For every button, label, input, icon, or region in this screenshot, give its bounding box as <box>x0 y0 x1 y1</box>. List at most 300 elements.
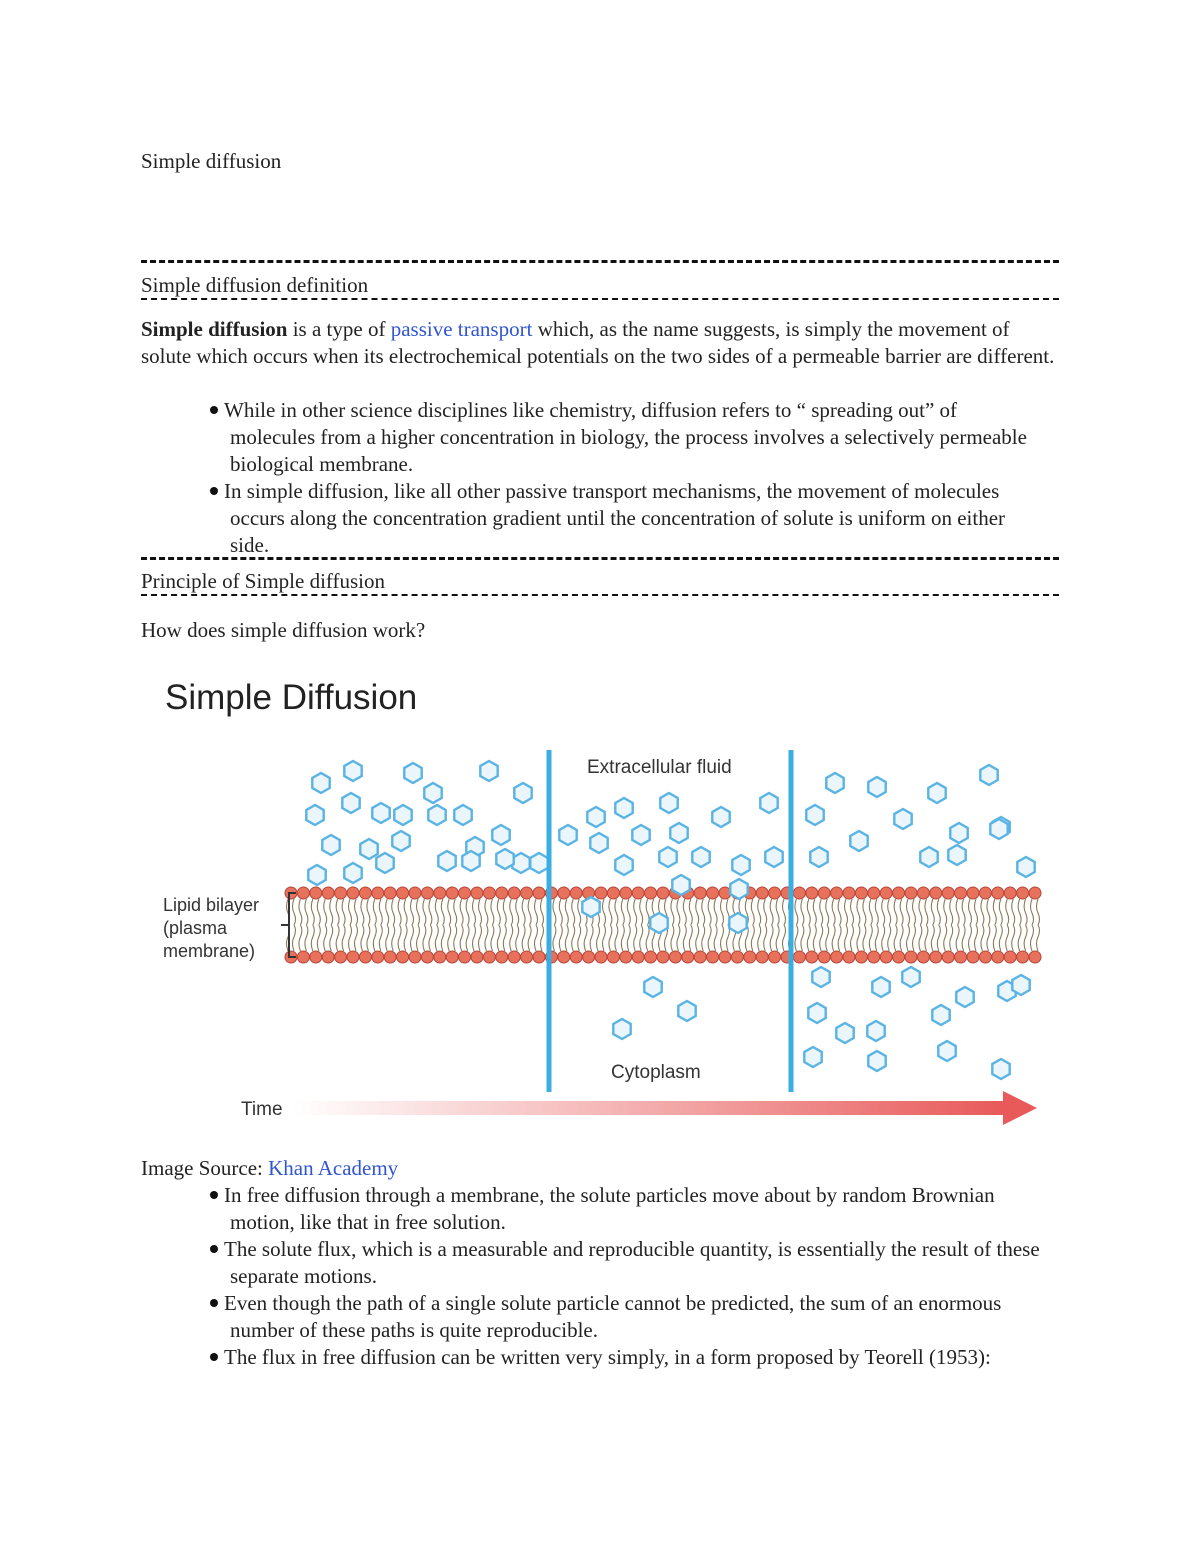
solute-particle <box>312 773 329 793</box>
lipid-tail <box>342 899 345 951</box>
lipid-tail <box>820 899 823 951</box>
solute-particle <box>950 823 967 843</box>
lipid-head <box>1004 951 1016 963</box>
lipid-head <box>868 951 880 963</box>
lipid-tail <box>392 899 395 951</box>
lipid-tail <box>293 899 296 951</box>
lipid-tail <box>683 899 686 951</box>
lipid-tail <box>708 899 711 951</box>
lipid-head <box>372 887 384 899</box>
lipid-head <box>496 951 508 963</box>
lipid-tail <box>900 899 903 951</box>
lipid-head <box>496 887 508 899</box>
lipid-head <box>409 951 421 963</box>
lipid-tail <box>826 899 829 951</box>
solute-particle <box>712 807 729 827</box>
time-arrow-shaft <box>293 1101 1003 1115</box>
lipid-head <box>818 951 830 963</box>
lipid-head <box>955 887 967 899</box>
solute-particle <box>732 855 749 875</box>
lipid-tail <box>770 899 773 951</box>
lipid-head <box>1017 887 1029 899</box>
definition-bullet-list <box>196 397 1046 559</box>
lipid-head <box>855 951 867 963</box>
solute-particle <box>990 819 1007 839</box>
lipid-head <box>719 951 731 963</box>
time-arrow-icon <box>1003 1091 1037 1125</box>
lipid-tail <box>944 899 947 951</box>
lipid-head <box>769 887 781 899</box>
lipid-head <box>793 887 805 899</box>
solute-particle <box>868 777 885 797</box>
lipid-head <box>434 951 446 963</box>
solute-particle <box>938 1041 955 1061</box>
solute-particle <box>342 793 359 813</box>
lipid-head <box>347 887 359 899</box>
lipid-head <box>583 951 595 963</box>
list-item: The solute flux, which is a measurable and reproducible quantity, is essentially the result of these separate motions. <box>196 1236 1056 1290</box>
solute-particle <box>587 807 604 827</box>
principle-bullet-list <box>196 1182 1056 1371</box>
lipid-tail <box>609 899 612 951</box>
lipid-head <box>521 887 533 899</box>
diffusion-diagram <box>141 665 1059 1145</box>
list-item: While in other science disciplines like chemistry, diffusion refers to “ spreading out” of molecules from a higher concentration in biology, the process involves a selectively permeable biological membrane. <box>196 397 1046 478</box>
lipid-head <box>434 887 446 899</box>
lipid-head <box>620 951 632 963</box>
solute-particle <box>454 805 471 825</box>
lipid-head <box>669 951 681 963</box>
image-source <box>141 1155 398 1182</box>
section-divider <box>141 260 1059 263</box>
lipid-tail <box>1012 899 1015 951</box>
solute-particle <box>428 805 445 825</box>
solute-particle <box>765 847 782 867</box>
lipid-head <box>831 951 843 963</box>
solute-particle <box>956 987 973 1007</box>
lipid-head <box>483 887 495 899</box>
solute-particle <box>462 851 479 871</box>
lipid-tail <box>355 899 358 951</box>
lipid-head <box>657 951 669 963</box>
solute-particle <box>872 977 889 997</box>
lipid-tail <box>1024 899 1027 951</box>
solute-particle <box>836 1023 853 1043</box>
section-title-principle: Principle of Simple diffusion <box>141 569 386 593</box>
lipid-head <box>657 887 669 899</box>
lipid-head <box>793 951 805 963</box>
lipid-tail <box>1037 899 1040 951</box>
lipid-tail <box>417 899 420 951</box>
solute-particle <box>644 977 661 997</box>
lipid-head <box>533 887 545 899</box>
principle-question: How does simple diffusion work? <box>141 618 426 642</box>
lipid-head <box>930 951 942 963</box>
lipid-tail <box>875 899 878 951</box>
lipid-head <box>769 951 781 963</box>
solute-particle <box>902 967 919 987</box>
lipid-tail <box>361 899 364 951</box>
solute-particle <box>806 805 823 825</box>
lipid-head <box>707 951 719 963</box>
lipid-tail <box>324 899 327 951</box>
lipid-tail <box>386 899 389 951</box>
lipid-tail <box>349 899 352 951</box>
lipid-tail <box>956 899 959 951</box>
lipid-tail <box>993 899 996 951</box>
solute-particle <box>438 851 455 871</box>
lipid-tail <box>863 899 866 951</box>
lipid-head <box>917 887 929 899</box>
lipid-head <box>558 951 570 963</box>
bullet-icon <box>210 406 218 414</box>
lipid-head <box>335 887 347 899</box>
lipid-head <box>645 951 657 963</box>
lipid-tail <box>435 899 438 951</box>
lipid-head <box>905 951 917 963</box>
solute-particle <box>730 879 747 899</box>
lipid-tail <box>336 899 339 951</box>
lipid-tail <box>503 899 506 951</box>
extracellular-fluid-label: Extracellular fluid <box>587 757 732 778</box>
lipid-head <box>843 887 855 899</box>
lipid-tail <box>845 899 848 951</box>
solute-particle <box>660 793 677 813</box>
lipid-head <box>731 951 743 963</box>
lipid-head <box>992 887 1004 899</box>
lipid-head <box>967 887 979 899</box>
lipid-tail <box>689 899 692 951</box>
solute-particle <box>590 833 607 853</box>
lipid-tail <box>925 899 928 951</box>
list-item: In free diffusion through a membrane, the solute particles move about by random Brownian motion, like that in free solution. <box>196 1182 1056 1236</box>
lipid-tail <box>783 899 786 951</box>
lipid-tail <box>764 899 767 951</box>
solute-particle <box>322 835 339 855</box>
image-source-label: Image Source: <box>141 1156 269 1180</box>
lipid-tail <box>807 899 810 951</box>
solute-particle <box>650 913 667 933</box>
lipid-head <box>694 887 706 899</box>
solute-particle <box>928 783 945 803</box>
lipid-tail <box>330 899 333 951</box>
solute-particle <box>867 1021 884 1041</box>
lipid-tail <box>894 899 897 951</box>
lipid-head <box>955 951 967 963</box>
lipid-head <box>942 887 954 899</box>
bullet-icon <box>210 487 218 495</box>
lipid-head <box>1017 951 1029 963</box>
list-item: In simple diffusion, like all other passive transport mechanisms, the movement of molecules occurs along the concentration gradient until the concentration of solute is uniform on either side. <box>196 478 1046 559</box>
solute-particle <box>559 825 576 845</box>
lipid-tail <box>621 899 624 951</box>
solute-particle <box>492 825 509 845</box>
lipid-head <box>979 887 991 899</box>
lipid-tail <box>429 899 432 951</box>
solute-particle <box>659 847 676 867</box>
lipid-tail <box>640 899 643 951</box>
solute-particle <box>376 853 393 873</box>
simple-diffusion-figure <box>141 665 1059 1145</box>
lipid-tail <box>528 899 531 951</box>
lipid-tail <box>317 899 320 951</box>
lipid-tail <box>379 899 382 951</box>
lipid-head <box>570 951 582 963</box>
lipid-tail <box>367 899 370 951</box>
definition-text-rest: which, as the name suggests, is simply the movement of solute which occurs when its electrochemical potentials on the two sides of a permeable barrier are different. <box>141 317 1055 368</box>
lipid-head <box>595 951 607 963</box>
lipid-tail <box>541 899 544 951</box>
lipid-head <box>471 951 483 963</box>
solute-particle <box>1017 857 1034 877</box>
lipid-head <box>855 887 867 899</box>
cytoplasm-label: Cytoplasm <box>611 1062 701 1083</box>
definition-text: is a type of <box>287 317 391 341</box>
lipid-tail <box>466 899 469 951</box>
solute-particle <box>804 1047 821 1067</box>
lipid-tail <box>535 899 538 951</box>
lipid-tail <box>1006 899 1009 951</box>
solute-particle <box>308 865 325 885</box>
lipid-tail <box>931 899 934 951</box>
lipid-tail <box>975 899 978 951</box>
lipid-head <box>409 887 421 899</box>
bullet-icon <box>210 1299 218 1307</box>
lipid-tail <box>919 899 922 951</box>
lipid-head <box>459 951 471 963</box>
lipid-head <box>483 951 495 963</box>
lipid-tail <box>869 899 872 951</box>
bullet-icon <box>210 1245 218 1253</box>
figure-title: Simple Diffusion <box>165 678 418 717</box>
lipid-tail <box>721 899 724 951</box>
lipid-head <box>508 887 520 899</box>
lipid-tail <box>907 899 910 951</box>
solute-particle <box>980 765 997 785</box>
solute-particle <box>404 763 421 783</box>
khan-academy-link[interactable]: Khan Academy <box>268 1156 399 1180</box>
lipid-tail <box>671 899 674 951</box>
lipid-head <box>806 951 818 963</box>
solute-particle <box>615 855 632 875</box>
lipid-tail <box>696 899 699 951</box>
lipid-tail <box>646 899 649 951</box>
lipid-tail <box>615 899 618 951</box>
lipid-tail <box>1031 899 1034 951</box>
lipid-tail <box>441 899 444 951</box>
solute-particle <box>496 849 513 869</box>
lipid-tail <box>882 899 885 951</box>
lipid-tail <box>1018 899 1021 951</box>
solute-particle <box>360 839 377 859</box>
lipid-tail <box>448 899 451 951</box>
lipid-head <box>471 887 483 899</box>
lipid-head <box>632 951 644 963</box>
lipid-head <box>694 951 706 963</box>
lipid-head <box>806 887 818 899</box>
lipid-head <box>632 887 644 899</box>
lipid-head <box>459 887 471 899</box>
lipid-tail <box>776 899 779 951</box>
lipid-head <box>967 951 979 963</box>
list-item: Even though the path of a single solute particle cannot be predicted, the sum of an enormous number of these paths is quite reproducible. <box>196 1290 1056 1344</box>
solute-particle <box>948 845 965 865</box>
solute-particle <box>530 853 547 873</box>
passive-transport-link[interactable]: passive transport <box>390 317 533 341</box>
lipid-tail <box>801 899 804 951</box>
lipid-tail <box>813 899 816 951</box>
lipid-head <box>880 951 892 963</box>
lipid-tail <box>497 899 500 951</box>
solute-particle <box>920 847 937 867</box>
lipid-bilayer-label-line3: membrane) <box>163 941 256 961</box>
lipid-head <box>868 887 880 899</box>
lipid-head <box>359 887 371 899</box>
bracket-icon <box>281 893 296 957</box>
solute-particle <box>678 1001 695 1021</box>
solute-particle <box>932 1005 949 1025</box>
solute-particle <box>812 967 829 987</box>
lipid-head <box>446 887 458 899</box>
solute-particle <box>760 793 777 813</box>
section-divider <box>141 298 1059 300</box>
lipid-head <box>595 887 607 899</box>
lipid-head <box>607 951 619 963</box>
solute-particle <box>729 913 746 933</box>
lipid-head <box>558 887 570 899</box>
lipid-tail <box>404 899 407 951</box>
lipid-head <box>310 887 322 899</box>
lipid-tail <box>627 899 630 951</box>
lipid-tail <box>510 899 513 951</box>
lipid-head <box>570 887 582 899</box>
lipid-tail <box>913 899 916 951</box>
lipid-head <box>620 887 632 899</box>
lipid-tail <box>454 899 457 951</box>
lipid-tail <box>857 899 860 951</box>
lipid-head <box>930 887 942 899</box>
solute-particle <box>692 847 709 867</box>
lipid-tail <box>987 899 990 951</box>
lipid-head <box>818 887 830 899</box>
lipid-head <box>533 951 545 963</box>
lipid-tail <box>950 899 953 951</box>
solute-particle <box>672 875 689 895</box>
document-heading: Simple diffusion <box>141 149 282 173</box>
list-item: The flux in free diffusion can be written very simply, in a form proposed by Teorell (1953): <box>196 1344 1056 1371</box>
lipid-bilayer-label: Lipid bilayer <box>163 895 260 915</box>
lipid-tail <box>677 899 680 951</box>
lipid-head <box>707 887 719 899</box>
lipid-tail <box>398 899 401 951</box>
lipid-tail <box>311 899 314 951</box>
lipid-head <box>1004 887 1016 899</box>
lipid-tail <box>299 899 302 951</box>
lipid-head <box>335 951 347 963</box>
lipid-head <box>508 951 520 963</box>
lipid-tail <box>553 899 556 951</box>
lipid-tail <box>634 899 637 951</box>
lipid-tail <box>485 899 488 951</box>
solute-particle <box>582 897 599 917</box>
lipid-head <box>831 887 843 899</box>
solute-particle <box>613 1019 630 1039</box>
lipid-head <box>446 951 458 963</box>
solute-particles <box>306 761 1034 1079</box>
solute-particle <box>992 1059 1009 1079</box>
lipid-head <box>384 887 396 899</box>
lipid-tail <box>522 899 525 951</box>
lipid-head <box>893 887 905 899</box>
lipid-tail <box>851 899 854 951</box>
lipid-head <box>384 951 396 963</box>
lipid-tail <box>758 899 761 951</box>
lipid-head <box>347 951 359 963</box>
solute-particle <box>344 761 361 781</box>
solute-particle <box>394 805 411 825</box>
lipid-head <box>1029 951 1041 963</box>
solute-particle <box>808 1003 825 1023</box>
lipid-head <box>645 887 657 899</box>
solute-particle <box>670 823 687 843</box>
lipid-tail <box>937 899 940 951</box>
lipid-tail <box>981 899 984 951</box>
section-divider <box>141 594 1059 596</box>
time-label: Time <box>241 1099 283 1120</box>
solute-particle <box>424 783 441 803</box>
lipid-tail <box>479 899 482 951</box>
lipid-head <box>893 951 905 963</box>
lipid-tail <box>578 899 581 951</box>
lipid-head <box>1029 887 1041 899</box>
lipid-head <box>322 887 334 899</box>
lipid-tail <box>491 899 494 951</box>
lipid-head <box>297 887 309 899</box>
lipid-head <box>607 887 619 899</box>
lipid-head <box>359 951 371 963</box>
solute-particle <box>810 847 827 867</box>
lipid-head <box>397 887 409 899</box>
lipid-head <box>397 951 409 963</box>
lipid-tail <box>565 899 568 951</box>
lipid-head <box>979 951 991 963</box>
lipid-head <box>843 951 855 963</box>
lipid-tail <box>603 899 606 951</box>
solute-particle <box>480 761 497 781</box>
solute-particle <box>894 809 911 829</box>
lipid-tail <box>559 899 562 951</box>
lipid-head <box>744 951 756 963</box>
section-divider <box>141 557 1059 560</box>
lipid-head <box>756 951 768 963</box>
solute-particle <box>344 863 361 883</box>
lipid-head <box>917 951 929 963</box>
lipid-head <box>942 951 954 963</box>
lipid-head <box>521 951 533 963</box>
lipid-head <box>905 887 917 899</box>
lipid-head <box>421 887 433 899</box>
lipid-head <box>297 951 309 963</box>
lipid-tail <box>423 899 426 951</box>
lipid-tail <box>473 899 476 951</box>
lipid-tail <box>969 899 972 951</box>
solute-particle <box>512 853 529 873</box>
solute-particle <box>826 773 843 793</box>
section-title-definition: Simple diffusion definition <box>141 273 369 297</box>
lipid-tail <box>999 899 1002 951</box>
bullet-icon <box>210 1353 218 1361</box>
lipid-tail <box>460 899 463 951</box>
